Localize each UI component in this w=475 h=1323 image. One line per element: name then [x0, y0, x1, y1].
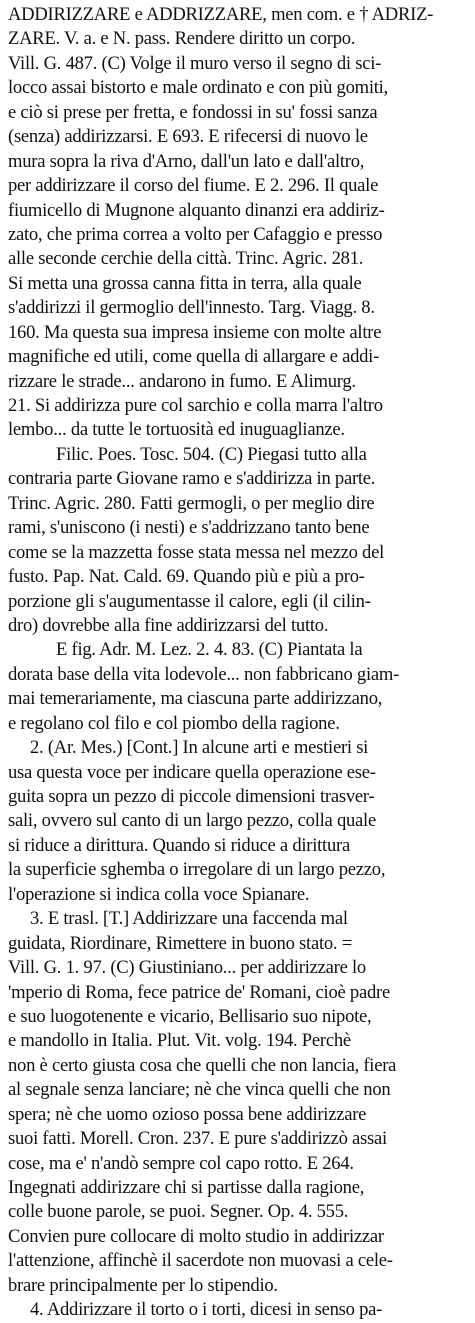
text-line: zato, che prima correa a volto per Cafaggio e presso	[8, 223, 383, 245]
text-line: guita sopra un pezzo di piccole dimensioni trasver-	[8, 786, 375, 807]
text-line: Trinc. Agric. 280. Fatti germogli, o per meglio dire	[8, 492, 375, 514]
text-line: usa questa voce per indicare quella operazione ese-	[8, 761, 376, 783]
text-line: cose, ma e' n'andò sempre col capo rotto. E 264.	[8, 1152, 354, 1174]
text-line: spera; nè che uomo ozioso possa bene addirizzare	[8, 1103, 367, 1125]
text-line: sali, ovvero sul canto di un largo pezzo, colla quale	[8, 810, 376, 832]
text-line: 2. (Ar. Mes.) [Cont.] In alcune arti e mestieri si	[30, 737, 369, 759]
text-line: 4. Addirizzare il torto o i torti, dicesi in senso pa-	[30, 1299, 383, 1321]
text-line: e regolano col filo e col piombo della ragione.	[8, 712, 340, 734]
text-line: s'addirizzi il germoglio dell'innesto. Targ. Viagg. 8.	[8, 297, 375, 319]
text-line: porzione gli s'augumentasse il calore, egli (il cilin-	[8, 590, 371, 612]
text-line: mura sopra la riva d'Arno, dall'un lato e dall'altro,	[8, 150, 365, 172]
text-line: la superficie sghemba o irregolare di un largo pezzo,	[8, 859, 386, 881]
text-line: Filic. Poes. Tosc. 504. (C) Piegasi tutto alla	[56, 443, 367, 465]
text-line: e ciò si prese per fretta, e fondossi in su' fossi sanza	[8, 101, 378, 123]
text-line: Vill. G. 487. (C) Volge il muro verso il segno di sci-	[8, 52, 382, 74]
text-line: l'attenzione, affinchè il sacerdote non muovasi a cele-	[8, 1250, 393, 1272]
text-line: 160. Ma questa sua impresa insieme con molte altre	[8, 321, 382, 343]
text-line: brare principalmente per lo stipendio.	[8, 1274, 278, 1296]
text-line: e suo luogotenente e vicario, Bellisario suo nipote,	[8, 1005, 372, 1027]
text-line: suoi fatti. Morell. Cron. 237. E pure s'addirizzò assai	[8, 1128, 387, 1150]
text-line: l'operazione si indica colla voce Spianare.	[8, 883, 310, 905]
text-line: dorata base della vita lodevole... non fabbricano giam-	[8, 663, 400, 685]
text-line: Si metta una grossa canna fitta in terra, alla quale	[8, 272, 362, 294]
text-line: e mandollo in Italia. Plut. Vit. volg. 194. Perchè	[8, 1030, 351, 1052]
text-line: 3. E trasl. [T.] Addirizzare una faccenda mal	[30, 908, 348, 930]
text-line: (senza) addirizzarsi. E 693. E rifecersi di nuovo le	[8, 126, 368, 148]
text-line: Convien pure collocare di molto studio in addirizzar	[8, 1225, 384, 1247]
text-line: magnifiche ed utili, come quella di allargare e addi-	[8, 346, 380, 368]
text-line: si riduce a dirittura. Quando si riduce a dirittura	[8, 834, 350, 856]
text-line: locco assai bistorto e male ordinato e con più gomiti,	[8, 77, 388, 99]
text-line: al segnale senza lanciare; nè che vinca quelli che non	[8, 1079, 391, 1101]
text-line: non è certo giusta cosa che quelli che non lancia, fiera	[8, 1054, 397, 1076]
text-line: alle seconde cerchie della città. Trinc. Agric. 281.	[8, 248, 364, 270]
text-line: guidata, Riordinare, Rimettere in buono stato. =	[8, 932, 352, 954]
text-line: per addirizzare il corso del fiume. E 2. 296. Il quale	[8, 175, 379, 197]
text-line: contraria parte Giovane ramo e s'addirizza in parte.	[8, 468, 376, 490]
text-line: rami, s'uniscono (i nesti) e s'addrizzano tanto bene	[8, 517, 370, 539]
text-line: come se la mazzetta fosse stata messa nel mezzo del	[8, 541, 384, 563]
text-line: fusto. Pap. Nat. Cald. 69. Quando più e più a pro-	[8, 566, 365, 588]
text-line: ZARE. V. a. e N. pass. Rendere diritto un corpo.	[8, 28, 356, 50]
text-line: Ingegnati addirizzare chi si partisse dalla ragione,	[8, 1177, 365, 1198]
text-line: Vill. G. 1. 97. (C) Giustiniano... per addirizzare lo	[8, 957, 366, 979]
text-line: mai temerariamente, ma ciascuna parte addirizzano,	[8, 688, 383, 710]
text-line: colle buone parole, se puoi. Segner. Op. 4. 555.	[8, 1201, 349, 1223]
text-line: lembo... da tutte le tortuosità ed inuguaglianze.	[8, 419, 345, 441]
text-line: fiumicello di Mugnone alquanto dinanzi era addiriz-	[8, 199, 385, 221]
text-line: ADDIRIZZARE e ADDRIZZARE, men com. e † ADRIZ-	[8, 4, 434, 25]
text-line: 21. Si addirizza pure col sarchio e colla marra l'altro	[8, 395, 383, 416]
text-line: E fig. Adr. M. Lez. 2. 4. 83. (C) Piantata la	[56, 639, 363, 661]
text-line: 'mperio di Roma, fece patrice de' Romani, cioè padre	[8, 981, 390, 1003]
text-line: dro) dovrebbe alla fine addirizzarsi del tutto.	[8, 614, 329, 636]
text-line: rizzare le strade... andarono in fumo. E Alimurg.	[8, 370, 356, 392]
